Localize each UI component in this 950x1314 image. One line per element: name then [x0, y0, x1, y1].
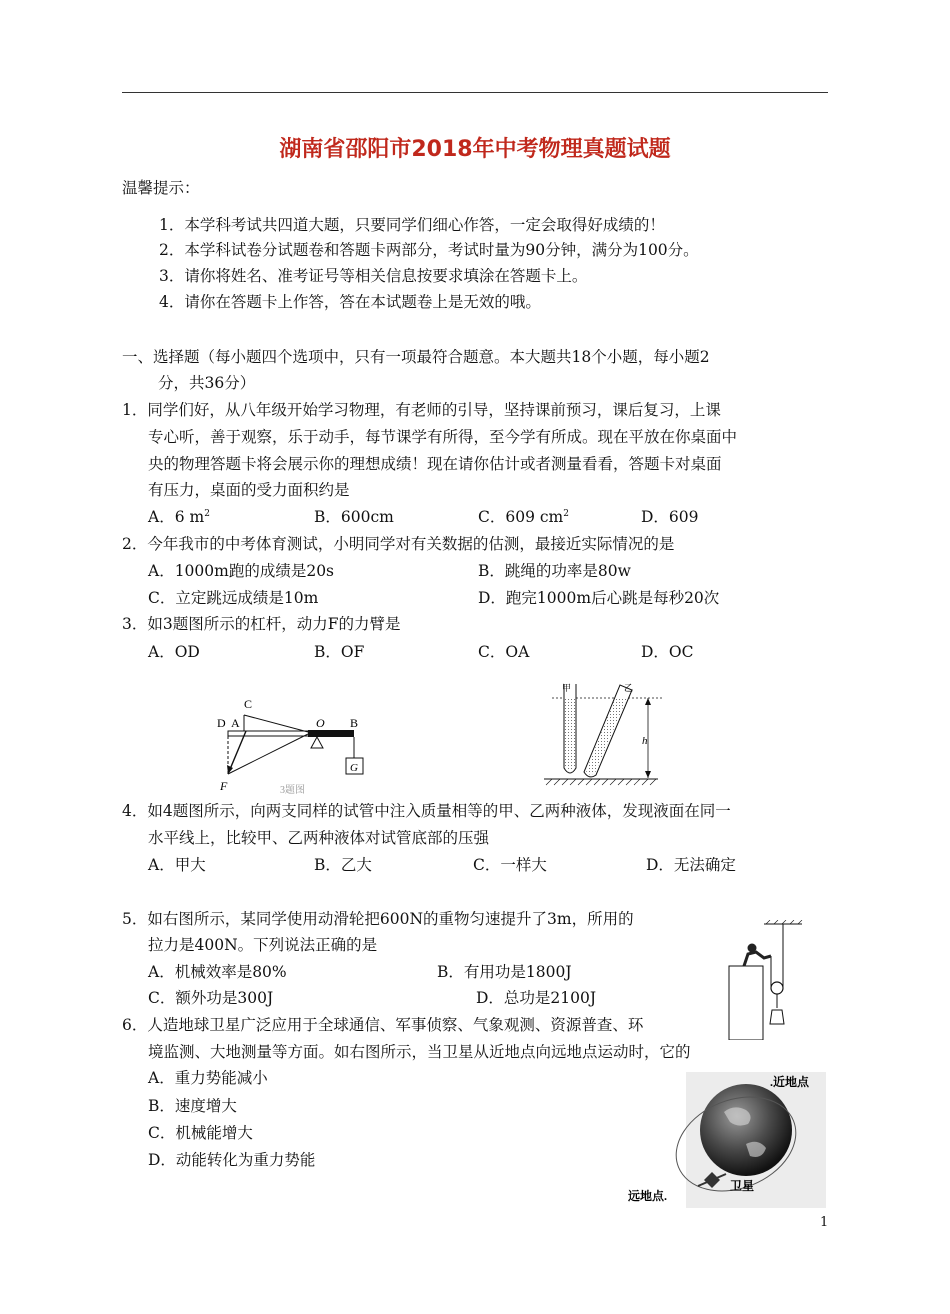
q5-option-c: C．额外功是300J [148, 989, 274, 1007]
tip-4: 4．请你在答题卡上作答，答在本试题卷上是无效的哦。 [159, 293, 541, 311]
label-near-point: .近地点 [770, 1075, 810, 1089]
q5-line-2: 拉力是400N。下列说法正确的是 [148, 936, 378, 954]
q1-option-c [478, 510, 569, 526]
q4-option-c: C．一样大 [473, 856, 547, 874]
q6-line-2: 境监测、大地测量等方面。如右图所示，当卫星从近地点向远地点运动时，它的 [148, 1043, 691, 1061]
q2-option-c: C．立定跳远成绩是10m [148, 589, 319, 607]
heavy-weight [770, 1010, 784, 1024]
q2-option-b: B．跳绳的功率是80w [478, 562, 631, 580]
q1-option-c-text: C．609 cm [478, 508, 564, 526]
q4-option-a: A．甲大 [148, 856, 206, 874]
fig3-caption: 3题图 [280, 785, 305, 795]
q6-satellite-orbit-figure [626, 1072, 826, 1208]
label-f: F [220, 779, 228, 793]
tip-1: 1．本学科考试共四道大题，只要同学们细心作答，一定会取得好成绩的！ [159, 216, 665, 234]
q1-option-d: D．609 [641, 508, 699, 526]
label-c: C [244, 697, 253, 711]
q6-line-1: 6．人造地球卫星广泛应用于全球通信、军事侦察、气象观测、资源普查、环 [122, 1016, 644, 1034]
q1-line-4: 有压力，桌面的受力面积约是 [148, 481, 350, 499]
ceiling-hatch [766, 920, 802, 924]
q5-pulley-figure [724, 920, 804, 1040]
label-d: D [217, 716, 226, 730]
q1-line-1: 1．同学们好，从八年级开始学习物理，有老师的引导，坚持课前预习，课后复习，上课 [122, 401, 721, 419]
q1-line-3: 央的物理答题卡将会展示你的理想成绩！现在请你估计或者测量看看，答题卡对桌面 [148, 455, 722, 473]
height-arrow-top [645, 698, 651, 705]
label-g: G [350, 762, 358, 774]
q1-option-a-text: A．6 m [148, 508, 205, 526]
q6-option-b: B．速度增大 [148, 1097, 237, 1115]
q1-option-c-sup: 2 [563, 509, 569, 519]
q4-option-b: B．乙大 [314, 856, 372, 874]
q1-option-b: B．600cm [314, 508, 394, 526]
label-h: h [642, 735, 648, 747]
q1-option-a [148, 510, 210, 526]
top-rule [122, 92, 828, 93]
q4-option-d: D．无法确定 [646, 856, 736, 874]
height-arrow-bottom [645, 771, 651, 778]
ground-hatch [546, 779, 656, 785]
label-a: A [231, 716, 240, 730]
label-o: O [316, 716, 325, 730]
section1-heading-line2: 分，共36分） [158, 374, 256, 392]
q2-stem: 2．今年我市的中考体育测试，小明同学对有关数据的估测，最接近实际情况的是 [122, 535, 675, 553]
q5-option-b: B．有用功是1800J [437, 963, 572, 981]
q1-line-2: 专心听，善于观察，乐于动手，每节课学有所得，至今学有所成。现在平放在你桌面中 [148, 428, 738, 446]
movable-pulley [771, 982, 783, 994]
q5-line-1: 5．如右图所示，某同学使用动滑轮把600N的重物匀速提升了3m，所用的 [122, 910, 634, 928]
tip-2: 2．本学科试卷分试题卷和答题卡两部分，考试时量为90分钟，满分为100分。 [159, 241, 699, 259]
q3-lever-figure [210, 690, 380, 795]
q3-option-a: A．OD [148, 643, 200, 661]
label-b: B [350, 716, 359, 730]
earth [700, 1084, 792, 1176]
lever-line-of [228, 734, 308, 774]
label-satellite: 卫星 [730, 1179, 755, 1193]
lever-bar-right [308, 730, 354, 737]
q4-test-tubes-figure [540, 680, 670, 786]
q6-option-c: C．机械能增大 [148, 1124, 253, 1142]
q4-line-1: 4．如4题图所示，向两支同样的试管中注入质量相等的甲、乙两种液体，发现液面在同一 [122, 802, 731, 820]
q4-line-2: 水平线上，比较甲、乙两种液体对试管底部的压强 [148, 829, 490, 847]
section1-heading-line1: 一、选择题（每小题四个选项中，只有一项最符合题意。本大题共18个小题，每小题2 [122, 348, 710, 366]
tips-label: 温馨提示： [122, 179, 200, 197]
lever-line-oc [244, 715, 308, 732]
q5-option-a: A．机械效率是80% [148, 963, 287, 981]
fulcrum [311, 737, 323, 748]
q5-option-d: D．总功是2100J [476, 989, 597, 1007]
q3-stem: 3．如3题图所示的杠杆，动力F的力臂是 [122, 615, 401, 633]
q3-option-c: C．OA [478, 643, 530, 661]
liquid-jia [565, 698, 575, 772]
q1-option-a-sup: 2 [204, 509, 210, 519]
page-title: 湖南省邵阳市2018年中考物理真题试题 [279, 137, 671, 162]
label-jia: 甲 [562, 683, 572, 693]
q3-option-b: B．OF [314, 643, 365, 661]
label-far-point: 远地点. [628, 1189, 668, 1203]
page-number: 1 [820, 1215, 829, 1230]
liquid-yi [586, 698, 627, 775]
q6-option-d: D．动能转化为重力势能 [148, 1151, 316, 1169]
q2-option-a: A．1000m跑的成绩是20s [148, 562, 335, 580]
tip-3: 3．请你将姓名、准考证号等相关信息按要求填涂在答题卡上。 [159, 267, 588, 285]
platform [729, 966, 763, 1040]
q3-option-d: D．OC [641, 643, 694, 661]
q6-option-a: A．重力势能减小 [148, 1069, 268, 1087]
q2-option-d: D．跑完1000m后心跳是每秒20次 [478, 589, 720, 607]
label-yi: 乙 [624, 683, 634, 693]
person-body [744, 952, 771, 966]
